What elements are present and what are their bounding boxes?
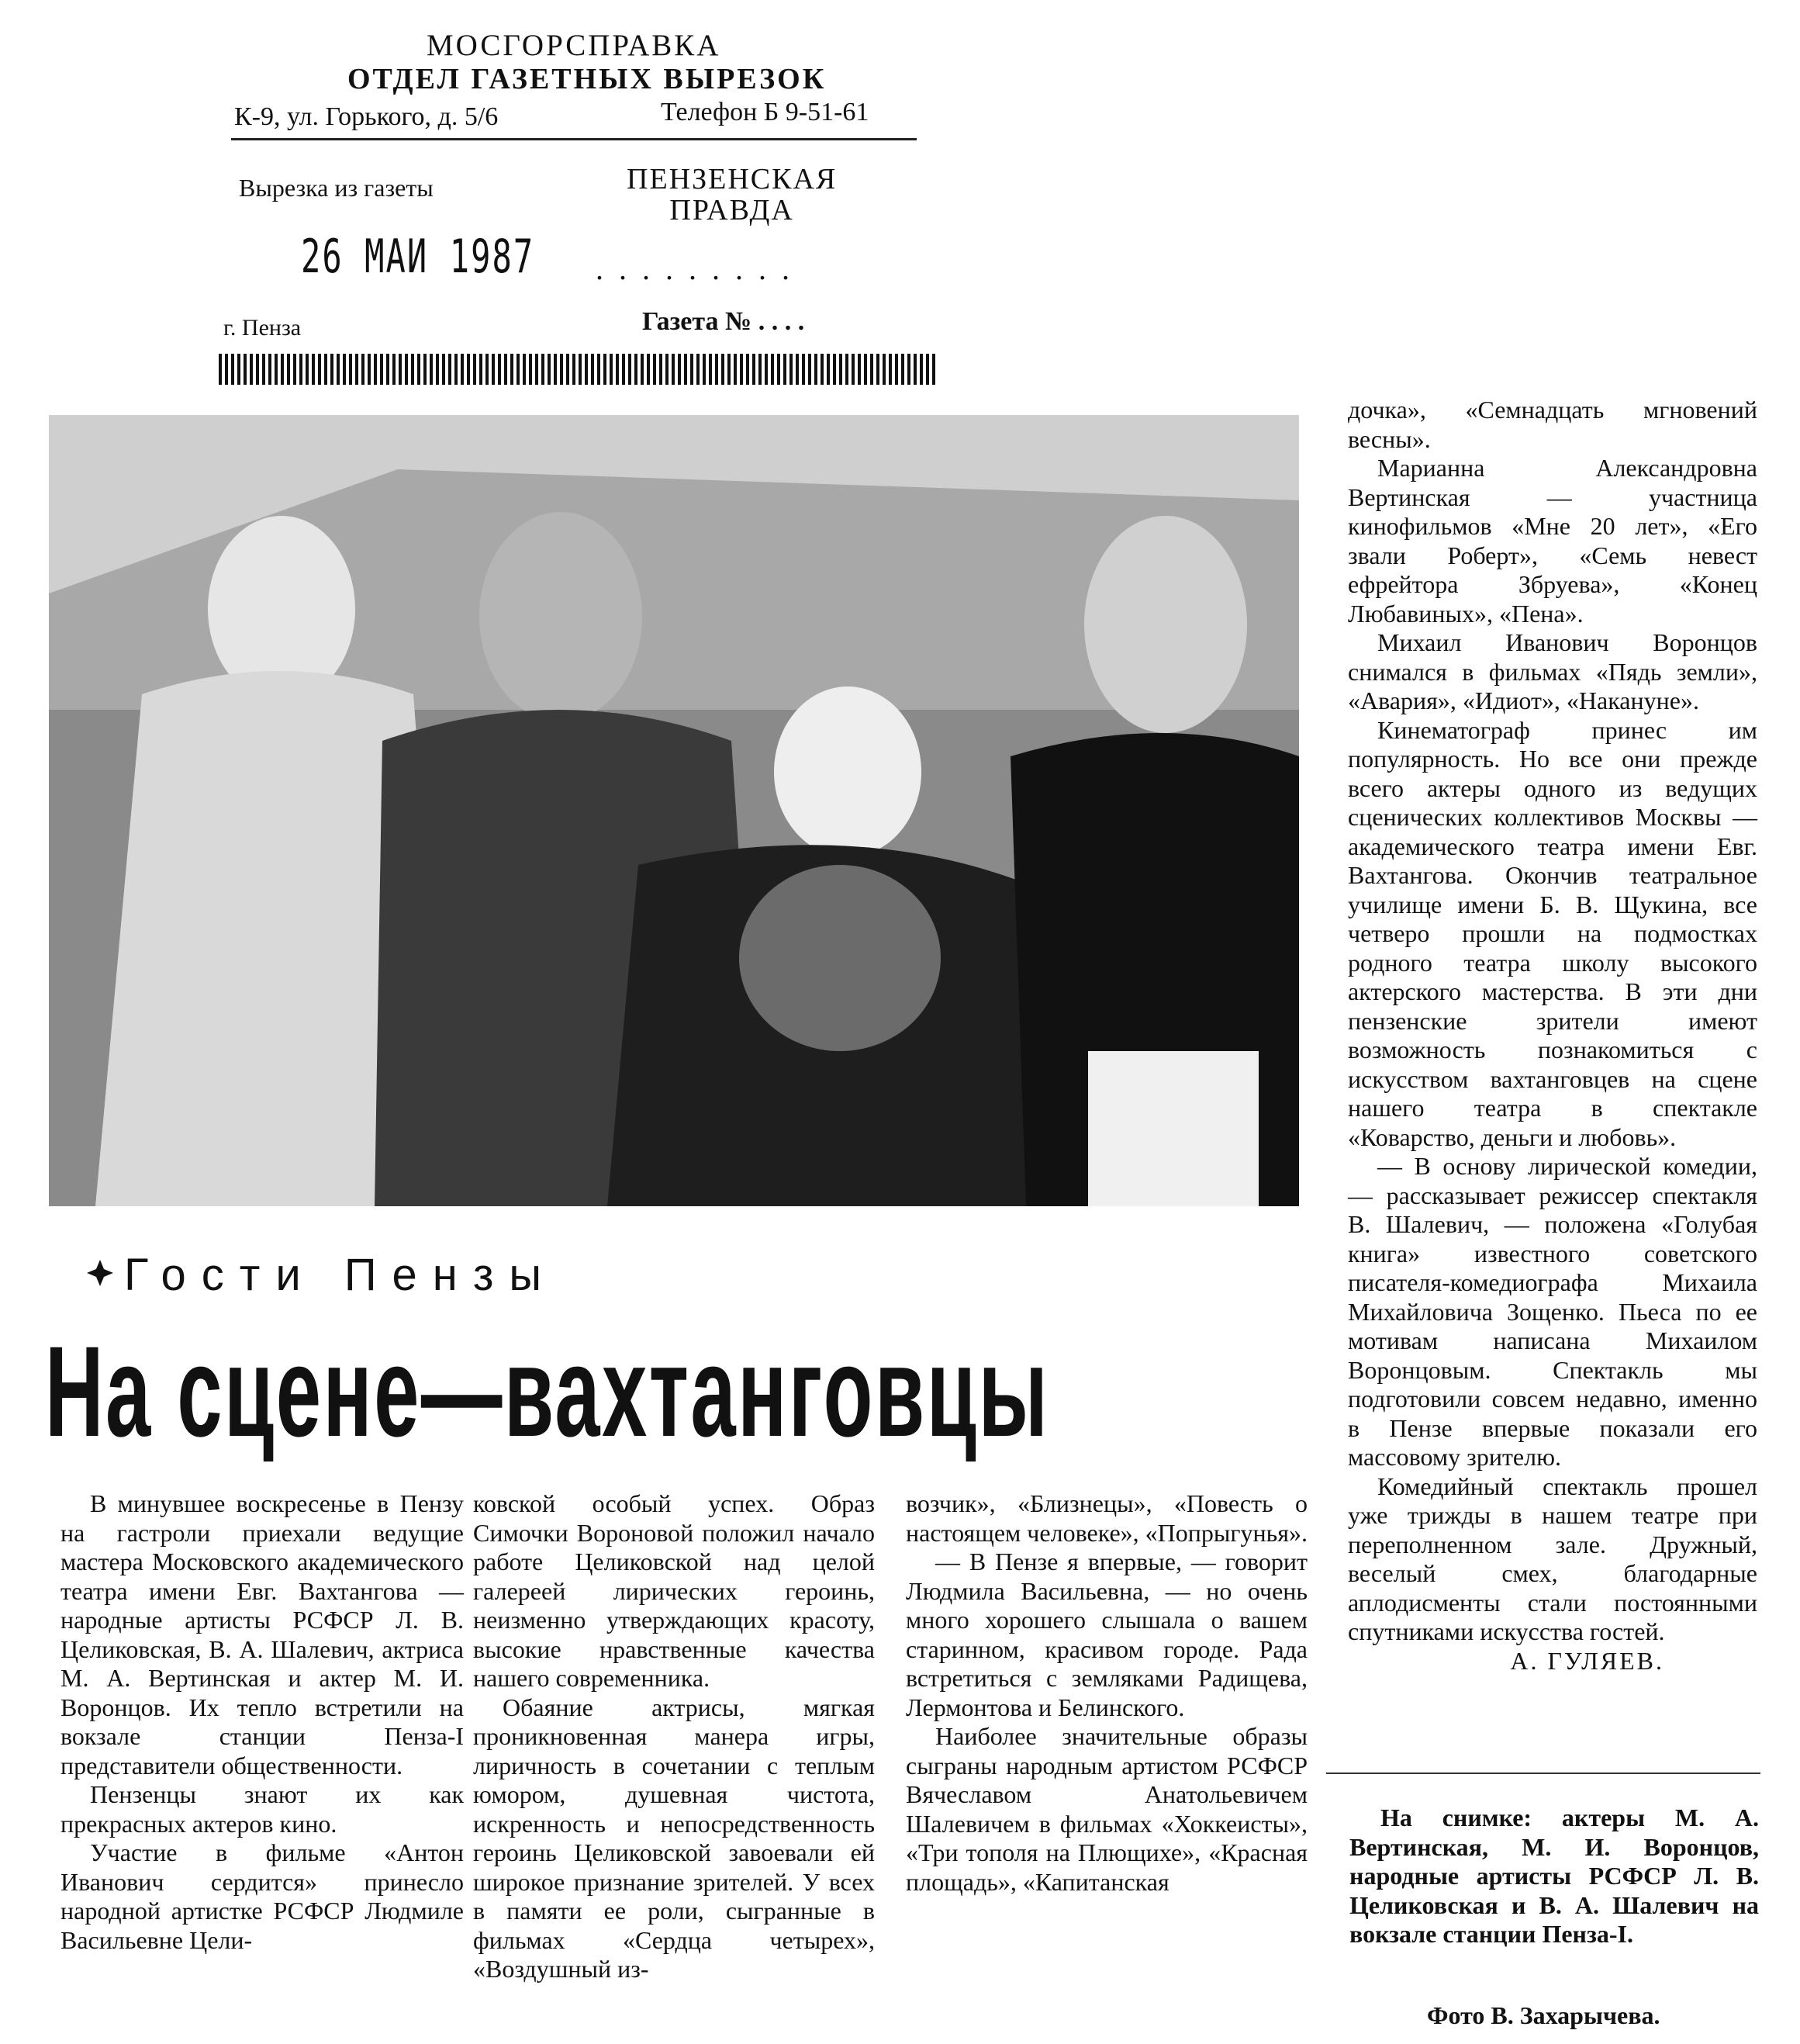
stamp-address: К-9, ул. Горького, д. 5/6: [234, 102, 499, 131]
paragraph: В минувшее воскресенье в Пензу на гастроли приехали ведущие мастера Московского академического театра имени Евг. Вахтангова — народные артисты РСФСР Л. В. Целиковская, В. А. Шалевич, актриса М. А. Вертинская и актер М. И. Воронцов. Их тепло встретили на вокзале станции Пенза-I представители общественности.: [60, 1489, 464, 1779]
article-column-2: [473, 1489, 875, 1984]
stamp-date: 26 МАИ 1987: [301, 230, 535, 284]
stamp-dots: .........: [596, 251, 805, 286]
stamp-paper-line1: ПЕНЗЕНСКАЯ: [627, 163, 838, 195]
author-signature: А. ГУЛЯЕВ.: [1510, 1646, 1664, 1675]
photo-credit: Фото В. Захарычева.: [1427, 2001, 1660, 2029]
stamp-gazeta-label: Газета №: [642, 307, 752, 336]
rubric-title: Гости Пензы: [124, 1250, 558, 1300]
stamp-paper-line2: ПРАВДА: [669, 194, 794, 227]
stamp-phone: Телефон Б 9-51-61: [661, 98, 869, 126]
person-2-head: [479, 512, 642, 721]
stamp-barcode-strip: [219, 354, 936, 385]
paragraph: дочка», «Семнадцать мгновений весны».: [1348, 396, 1757, 453]
paragraph: Марианна Александровна Вертинская — участница кинофильмов «Мне 20 лет», «Его звали Роберт», «Семь невест ефрейтора Збруева», «Конец Любавиных», «Пена».: [1348, 454, 1757, 628]
photo-caption: [1349, 1804, 1759, 1949]
stamp-org: МОСГОРСПРАВКА: [427, 29, 721, 62]
person-4-shirt: [1088, 1051, 1259, 1206]
paragraph: — В основу лирической комедии, — рассказывает режиссер спектакля В. Шалевич, — положена «Голубая книга» известного советского писателя-комедиографа Михаила Михайловича Зощенко. Пьеса по ее мотивам написана Михаилом Воронцовым. Спектакль мы подготовили совсем недавно, именно в Пензе впервые показали его массовому зрителю.: [1348, 1152, 1757, 1471]
paragraph: ковской особый успех. Образ Симочки Вороновой положил начало работе Целиковской над целой галереей лирических героинь, неизменно утверждающих красоту, высокие нравственные качества нашего современника.: [473, 1489, 875, 1692]
article-column-3: [906, 1489, 1308, 1897]
article-column-4: [1348, 396, 1757, 1676]
caption-text: На снимке: актеры М. А. Вертинская, М. И. Воронцов, народные артисты РСФСР Л. В. Целиковская и В. А. Шалевич на вокзале станции Пенза-I.: [1349, 1804, 1759, 1948]
paragraph: Михаил Иванович Воронцов снимался в фильмах «Пядь земли», «Авария», «Идиот», «Накануне».: [1348, 628, 1757, 714]
stamp-gazeta-number: Газета № . . . .: [642, 307, 805, 336]
paragraph: Пензенцы знают их как прекрасных актеров кино.: [60, 1780, 464, 1838]
photo-scene: [49, 415, 1299, 1206]
paragraph: возчик», «Близнецы», «Повесть о настоящем человеке», «Попрыгунья».: [906, 1489, 1308, 1547]
stamp-cut-label: Вырезка из газеты: [239, 174, 434, 202]
person-3-head: [774, 687, 921, 857]
paragraph: — В Пензе я впервые, — говорит Людмила Васильевна, — но очень много хорошего слышала о вашем старинном, красивом городе. Рада встретиться с земляками Радищева, Лермонтова и Белинского.: [906, 1548, 1308, 1721]
paragraph: Обаяние актрисы, мягкая проникновенная манера игры, лиричность в сочетании с теплым юмором, душевная чистота, искренность и непосредственность героинь Целиковской завоевали ей широкое признание зрителей. У всех в памяти ее роли, сыгранные в фильмах «Сердца четырех», «Воздушный из-: [473, 1693, 875, 1983]
article-headline: На сцене—вахтанговцы: [45, 1320, 1050, 1464]
paragraph: Участие в фильме «Антон Иванович сердится» принесло народной артистке РСФСР Людмиле Васильевне Цели-: [60, 1838, 464, 1954]
stamp-city: г. Пенза: [223, 315, 302, 341]
caption-divider: [1326, 1773, 1760, 1774]
paragraph: Кинематограф принес им популярность. Но все они прежде всего актеры одного из ведущих сценических коллективов Москвы — академического театра имени Евг. Вахтангова. Окончив театральное училище имени Б. В. Щукина, все четверо прошли на подмостках родного театра школу высокого актерского мастерства. В эти дни пензенские зрители имеют возможность познакомиться с искусством вахтанговцев на сцене нашего театра в спектакле «Коварство, деньги и любовь».: [1348, 715, 1757, 1151]
article-column-1: [60, 1489, 464, 1955]
article-photo: [49, 415, 1299, 1206]
flowers: [739, 865, 941, 1051]
paragraph: Комедийный спектакль прошел уже трижды в нашем театре при переполненном зале. Дружный, веселый смех, благодарные аплодисменты стали постоянными спутниками искусства гостей.: [1348, 1472, 1757, 1645]
stamp-newspaper-name: [627, 164, 837, 226]
stamp-dept: ОТДЕЛ ГАЗЕТНЫХ ВЫРЕЗОК: [347, 63, 827, 95]
stamp-divider: [231, 138, 917, 140]
rubric-diamond-icon: [87, 1260, 113, 1286]
person-4-head: [1084, 516, 1247, 733]
clipping-stamp: [208, 22, 941, 386]
paragraph: Наиболее значительные образы сыграны народным артистом РСФСР Вячеславом Анатольевичем Шалевичем в фильмах «Хоккеисты», «Три тополя на Плющихе», «Красная площадь», «Капитанская: [906, 1722, 1308, 1896]
